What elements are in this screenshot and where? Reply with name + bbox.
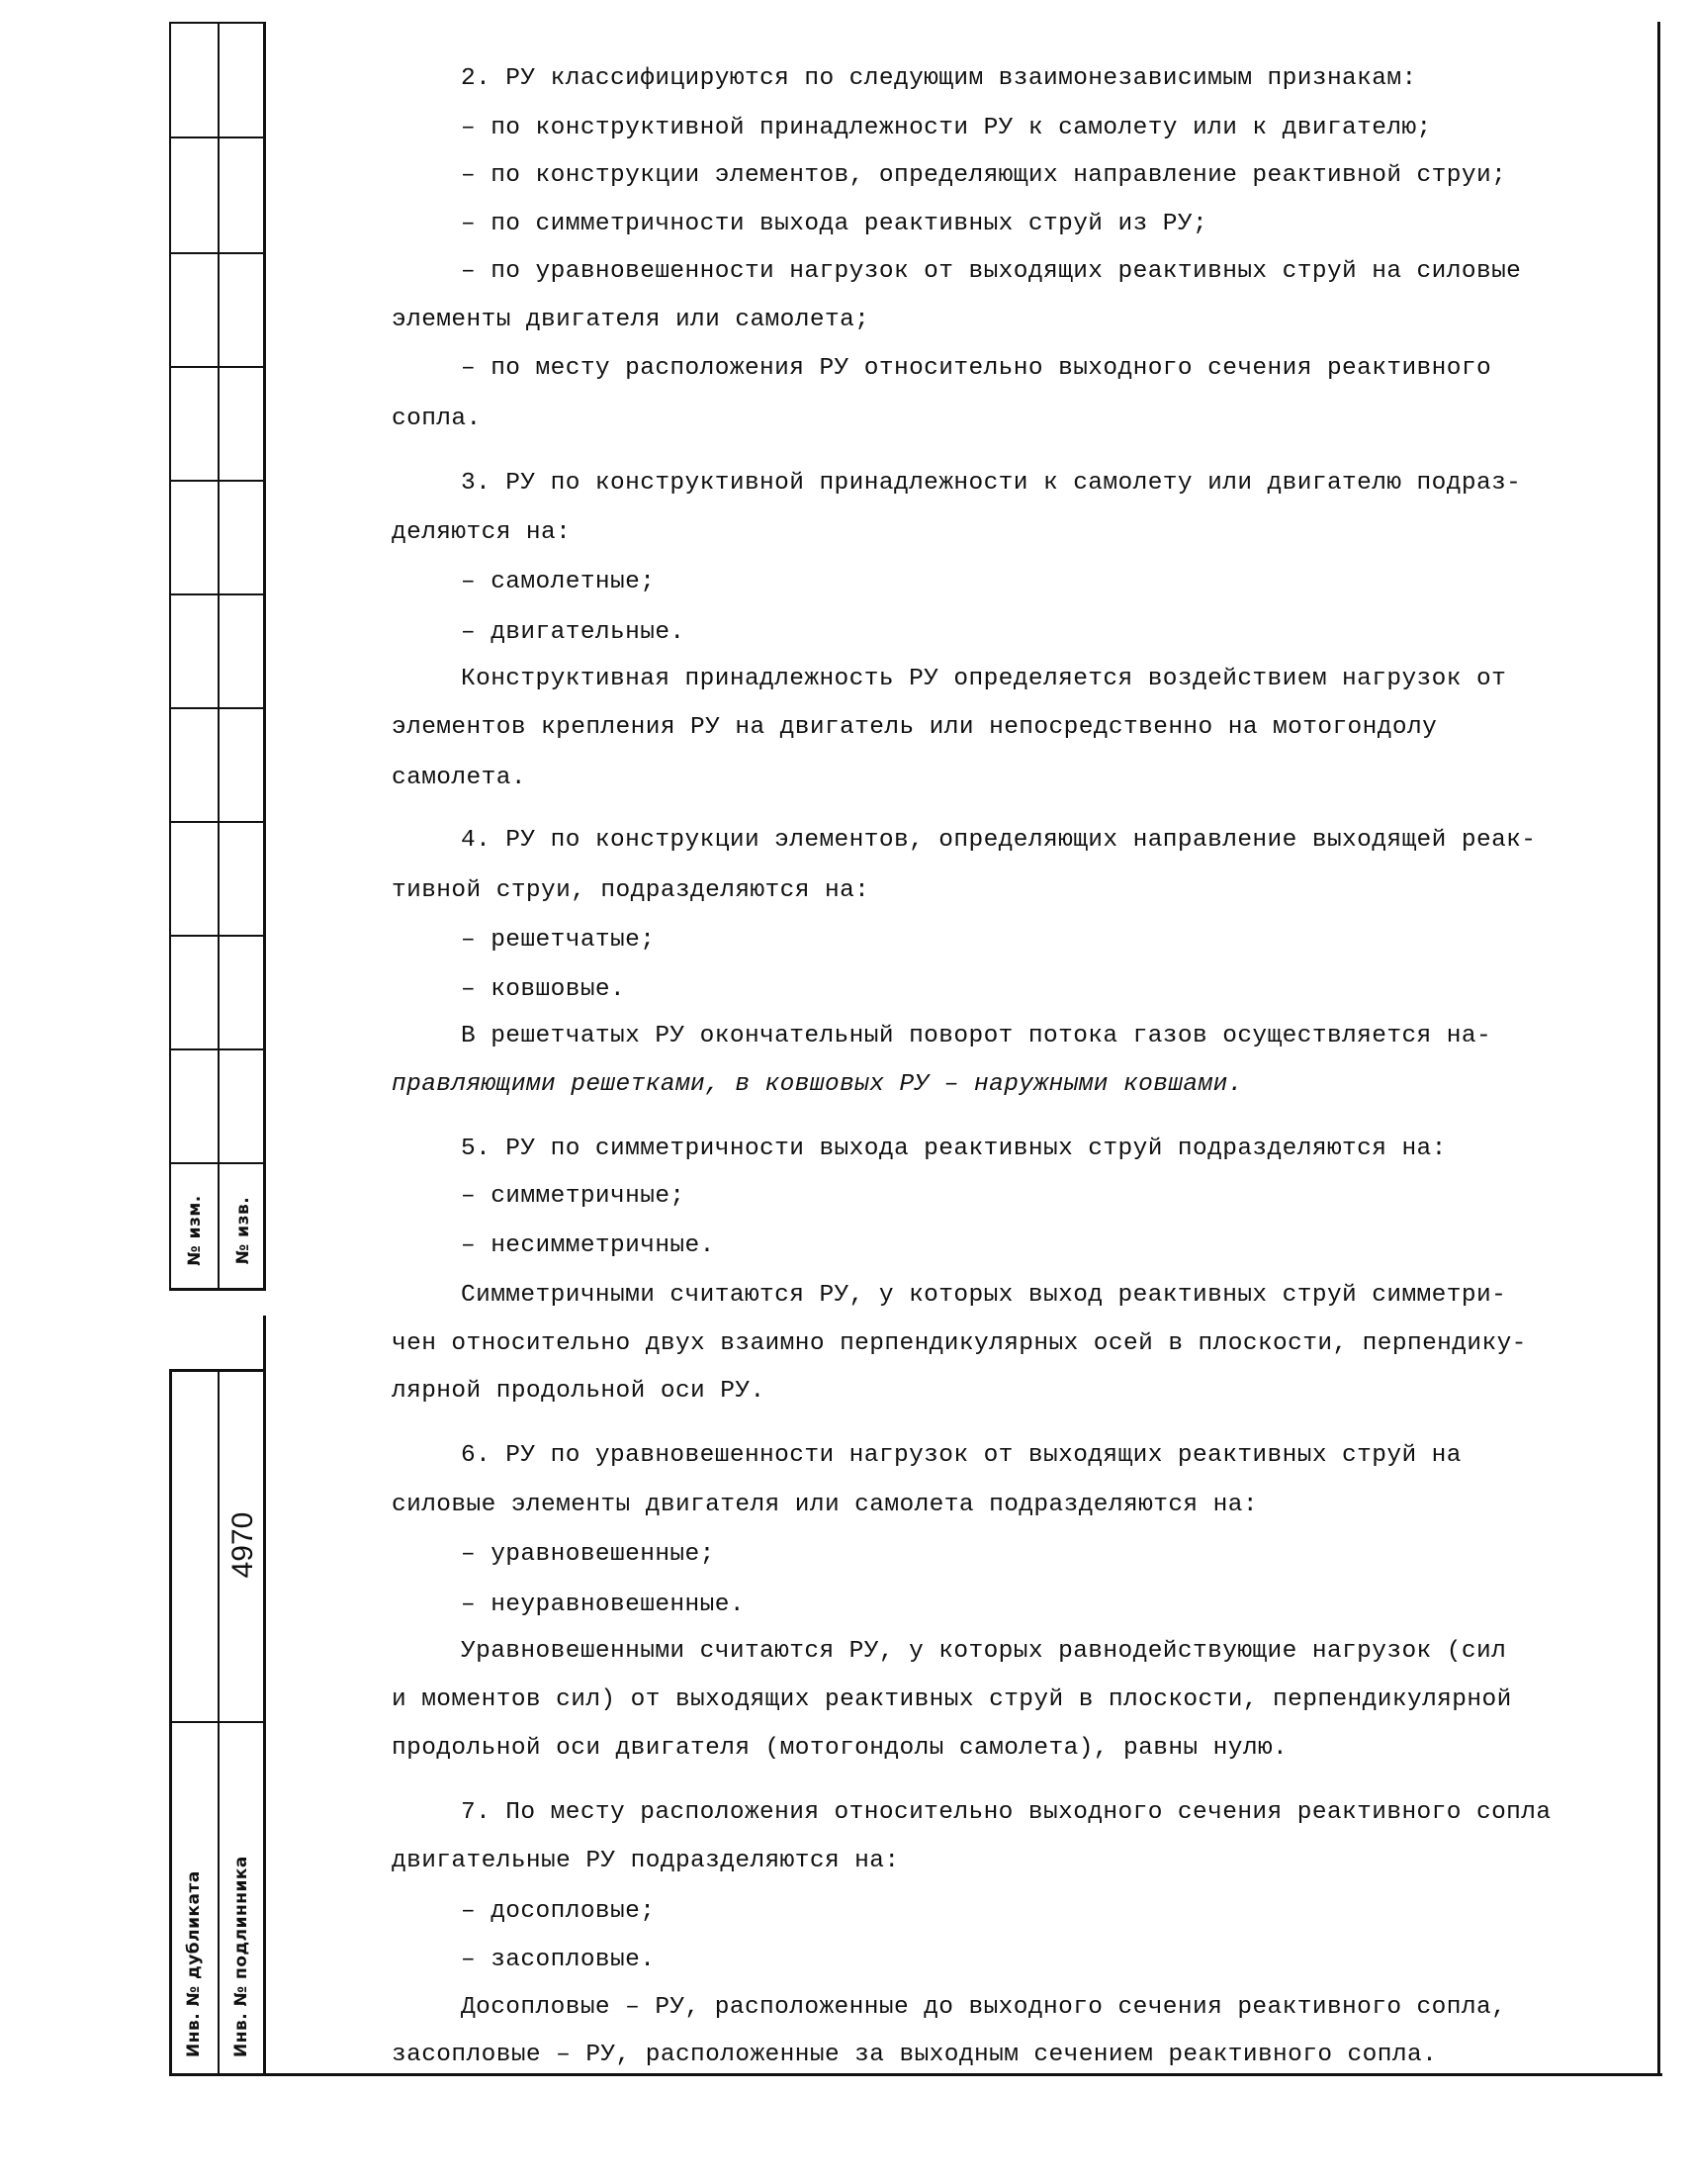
text-line: – засопловые. (461, 1947, 656, 1973)
text-line: – уравновешенные; (461, 1541, 715, 1568)
inventory-number: 4970 (226, 1511, 259, 1579)
text-line: Досопловые – РУ, расположенные до выходного сечения реактивного сопла, (461, 1994, 1507, 2021)
text-line: 4. РУ по конструкции элементов, определяющих направление выходящей реак- (461, 827, 1537, 854)
izv-label: № изв. (233, 1196, 253, 1265)
text-line: деляются на: (392, 519, 572, 546)
text-line: 6. РУ по уравновешенности нагрузок от выходящих реактивных струй на (461, 1442, 1462, 1469)
podlinnik-label: Инв. № подлинника (231, 1856, 251, 2057)
text-line: правляющими решетками, в ковшовых РУ – наружными ковшами. (392, 1071, 1243, 1098)
text-line: и моментов сил) от выходящих реактивных струй в плоскости, перпендикулярной (392, 1686, 1512, 1713)
text-line: элементы двигателя или самолета; (392, 307, 870, 333)
text-line: Уравновешенными считаются РУ, у которых равнодействующие нагрузок (сил (461, 1638, 1507, 1665)
text-line: засопловые – РУ, расположенные за выходным сечением реактивного сопла. (392, 2042, 1438, 2068)
dublikat-label: Инв. № дубликата (184, 1870, 204, 2057)
text-line: продольной оси двигателя (мотогондолы самолета), равны нулю. (392, 1735, 1289, 1762)
text-line: самолета. (392, 765, 526, 791)
text-line: – по уравновешенности нагрузок от выходящих реактивных струй на силовые (461, 258, 1522, 285)
text-line: – по месту расположения РУ относительно выходного сечения реактивного (461, 355, 1492, 382)
text-line: элементов крепления РУ на двигатель или непосредственно на мотогондолу (392, 714, 1438, 741)
text-line: – ковшовые. (461, 976, 626, 1003)
text-line: – симметричные; (461, 1183, 685, 1210)
text-line: В решетчатых РУ окончательный поворот потока газов осуществляется на- (461, 1023, 1492, 1049)
text-line: – несимметричные. (461, 1232, 715, 1259)
text-line: – неуравновешенные. (461, 1592, 745, 1618)
text-line: сопла. (392, 406, 482, 432)
text-line: – по конструкции элементов, определяющих направление реактивной струи; (461, 162, 1507, 189)
text-line: 5. РУ по симметричности выхода реактивных струй подразделяются на: (461, 1136, 1447, 1162)
text-line: тивной струи, подразделяются на: (392, 877, 870, 904)
text-line: Конструктивная принадлежность РУ определяется воздействием нагрузок от (461, 666, 1507, 692)
text-line: – самолетные; (461, 569, 656, 595)
text-line: – досопловые; (461, 1898, 656, 1925)
text-line: Симметричными считаются РУ, у которых выход реактивных струй симметри- (461, 1282, 1507, 1309)
text-line: 7. По месту расположения относительно выходного сечения реактивного сопла (461, 1799, 1552, 1826)
text-line: – двигательные. (461, 619, 685, 646)
text-line: двигательные РУ подразделяются на: (392, 1848, 900, 1874)
text-line: силовые элементы двигателя или самолета подразделяются на: (392, 1492, 1258, 1518)
text-line: чен относительно двух взаимно перпендикулярных осей в плоскости, перпендику- (392, 1330, 1527, 1357)
text-line: 3. РУ по конструктивной принадлежности к самолету или двигателю подраз- (461, 470, 1522, 497)
text-line: – по конструктивной принадлежности РУ к самолету или к двигателю; (461, 115, 1432, 141)
text-line: – решетчатые; (461, 927, 656, 954)
text-line: 2. РУ классифицируются по следующим взаимонезависимым признакам: (461, 65, 1417, 92)
text-line: – по симметричности выхода реактивных струй из РУ; (461, 211, 1208, 237)
text-line: лярной продольной оси РУ. (392, 1378, 765, 1405)
izm-label: № изм. (185, 1195, 205, 1266)
